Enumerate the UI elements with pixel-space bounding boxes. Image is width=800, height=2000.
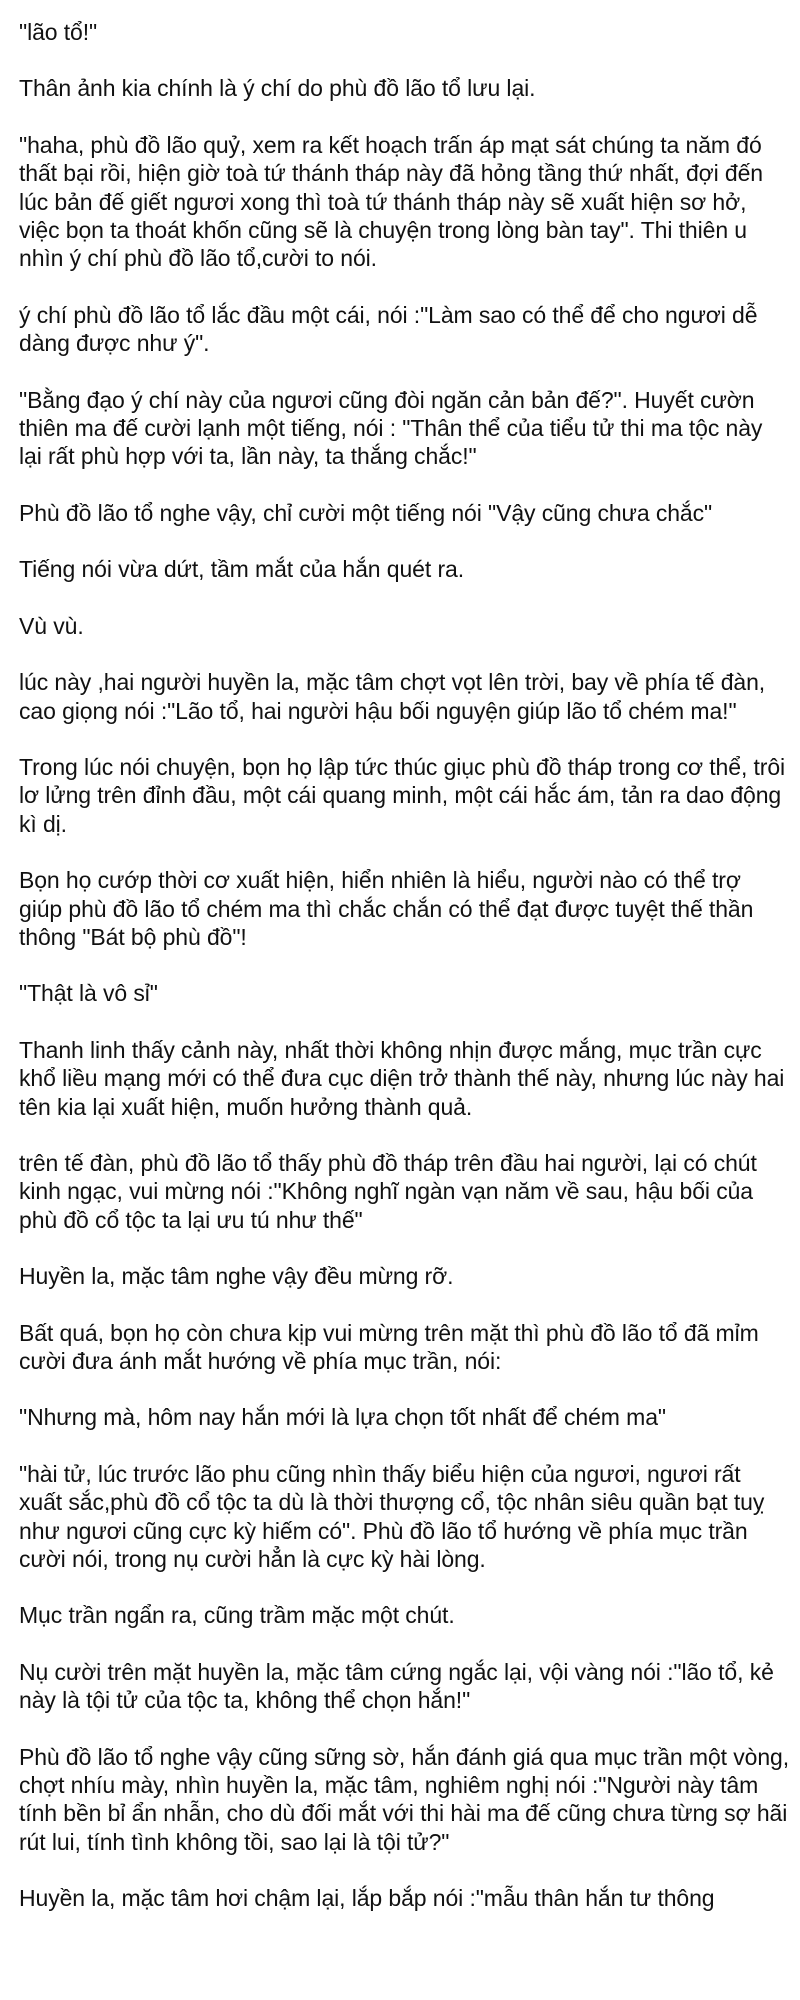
paragraph: "Nhưng mà, hôm nay hắn mới là lựa chọn tốt nhất để chém ma" — [19, 1404, 666, 1431]
paragraph: Bất quá, bọn họ còn chưa kịp vui mừng trên mặt thì phù đồ lão tổ đã mỉm cười đưa ánh mắt hướng về phía mục trần, nói: — [19, 1319, 759, 1374]
paragraph: lúc này ,hai người huyền la, mặc tâm chợt vọt lên trời, bay về phía tế đàn, cao giọng nói :"Lão tổ, hai người hậu bối nguyện giúp lão tổ chém ma!" — [19, 669, 766, 724]
paragraph: Huyền la, mặc tâm hơi chậm lại, lắp bắp nói :"mẫu thân hắn tư thông — [19, 1885, 715, 1912]
paragraph: Vù vù. — [19, 612, 84, 639]
paragraph: Thanh linh thấy cảnh này, nhất thời không nhịn được mắng, mục trần cực khổ liều mạng mới có thể đưa cục diện trở thành thế này, nhưng lúc này hai tên kia lại xuất hiện, muốn hưởng thành quả. — [19, 1036, 785, 1120]
paragraph: Phù đồ lão tổ nghe vậy cũng sững sờ, hắn đánh giá qua mục trần một vòng, chợt nhíu mày, nhìn huyền la, mặc tâm, nghiêm nghị nói :"Người này tâm tính bền bỉ ẩn nhẫn, cho dù đối mắt với thi hài ma đế cũng chưa từng sợ hãi rút lui, tính tình không tồi, sao lại là tội tử?" — [19, 1743, 790, 1855]
paragraph: "hài tử, lúc trước lão phu cũng nhìn thấy biểu hiện của ngươi, ngươi rất xuất sắc,phù đồ cổ tộc ta dù là thời thượng cổ, tộc nhân siêu quần bạt tuỵ như ngươi cũng cực kỳ hiếm có". Phù đồ lão tổ hướng về phía mục trần cười nói, trong nụ cười hẳn là cực kỳ hài lòng. — [19, 1460, 765, 1573]
paragraph: Nụ cười trên mặt huyền la, mặc tâm cứng ngắc lại, vội vàng nói :"lão tổ, kẻ này là tội tử của tộc ta, không thể chọn hắn!" — [19, 1658, 774, 1714]
paragraph: "lão tổ!" — [19, 19, 98, 45]
paragraph: Mục trần ngẩn ra, cũng trầm mặc một chút. — [19, 1602, 455, 1629]
paragraph: "Bằng đạo ý chí này của ngươi cũng đòi ngăn cản bản đế?". Huyết cườn thiên ma đế cười lạnh một tiếng, nói : "Thân thể của tiểu tử thi ma tộc này lại rất phù hợp với ta, lần này, ta thắng chắc!" — [19, 386, 763, 470]
paragraph: Phù đồ lão tổ nghe vậy, chỉ cười một tiếng nói "Vậy cũng chưa chắc" — [19, 499, 713, 526]
paragraph: Bọn họ cướp thời cơ xuất hiện, hiển nhiên là hiểu, người nào có thể trợ giúp phù đồ lão tổ chém ma thì chắc chắn có thể đạt được tuyệt thế thần thông "Bát bộ phù đồ"! — [19, 867, 754, 950]
paragraph: Thân ảnh kia chính là ý chí do phù đồ lão tổ lưu lại. — [19, 75, 536, 102]
paragraph: "Thật là vô sỉ" — [19, 980, 158, 1007]
paragraph: Trong lúc nói chuyện, bọn họ lập tức thúc giục phù đồ tháp trong cơ thể, trôi lơ lửng trên đỉnh đầu, một cái quang minh, một cái hắc ám, tản ra dao động kì dị. — [19, 753, 786, 837]
paragraph: trên tế đàn, phù đồ lão tổ thấy phù đồ tháp trên đầu hai người, lại có chút kinh ngạc, vui mừng nói :"Không nghĩ ngàn vạn năm về sau, hậu bối của phù đồ cổ tộc ta lại ưu tú như thế" — [19, 1149, 757, 1233]
paragraph: ý chí phù đồ lão tổ lắc đầu một cái, nói :"Làm sao có thể để cho ngươi dễ dàng được như ý". — [19, 301, 758, 357]
paragraph: Huyền la, mặc tâm nghe vậy đều mừng rỡ. — [19, 1263, 454, 1290]
paragraph: "haha, phù đồ lão quỷ, xem ra kết hoạch trấn áp mạt sát chúng ta năm đó thất bại rồi, hiện giờ toà tứ thánh tháp này đã hỏng tầng thứ nhất, đợi đến lúc bản đế giết ngươi xong thì toà tứ thánh tháp này sẽ xuất hiện sơ hở, việc bọn ta thoát khốn cũng sẽ là chuyện trong lòng bàn tay". Thi thiên u nhìn ý chí phù đồ lão tổ,cười to nói. — [19, 131, 763, 272]
paragraph: Tiếng nói vừa dứt, tầm mắt của hắn quét ra. — [19, 556, 464, 583]
story-text — [19, 18, 789, 1941]
